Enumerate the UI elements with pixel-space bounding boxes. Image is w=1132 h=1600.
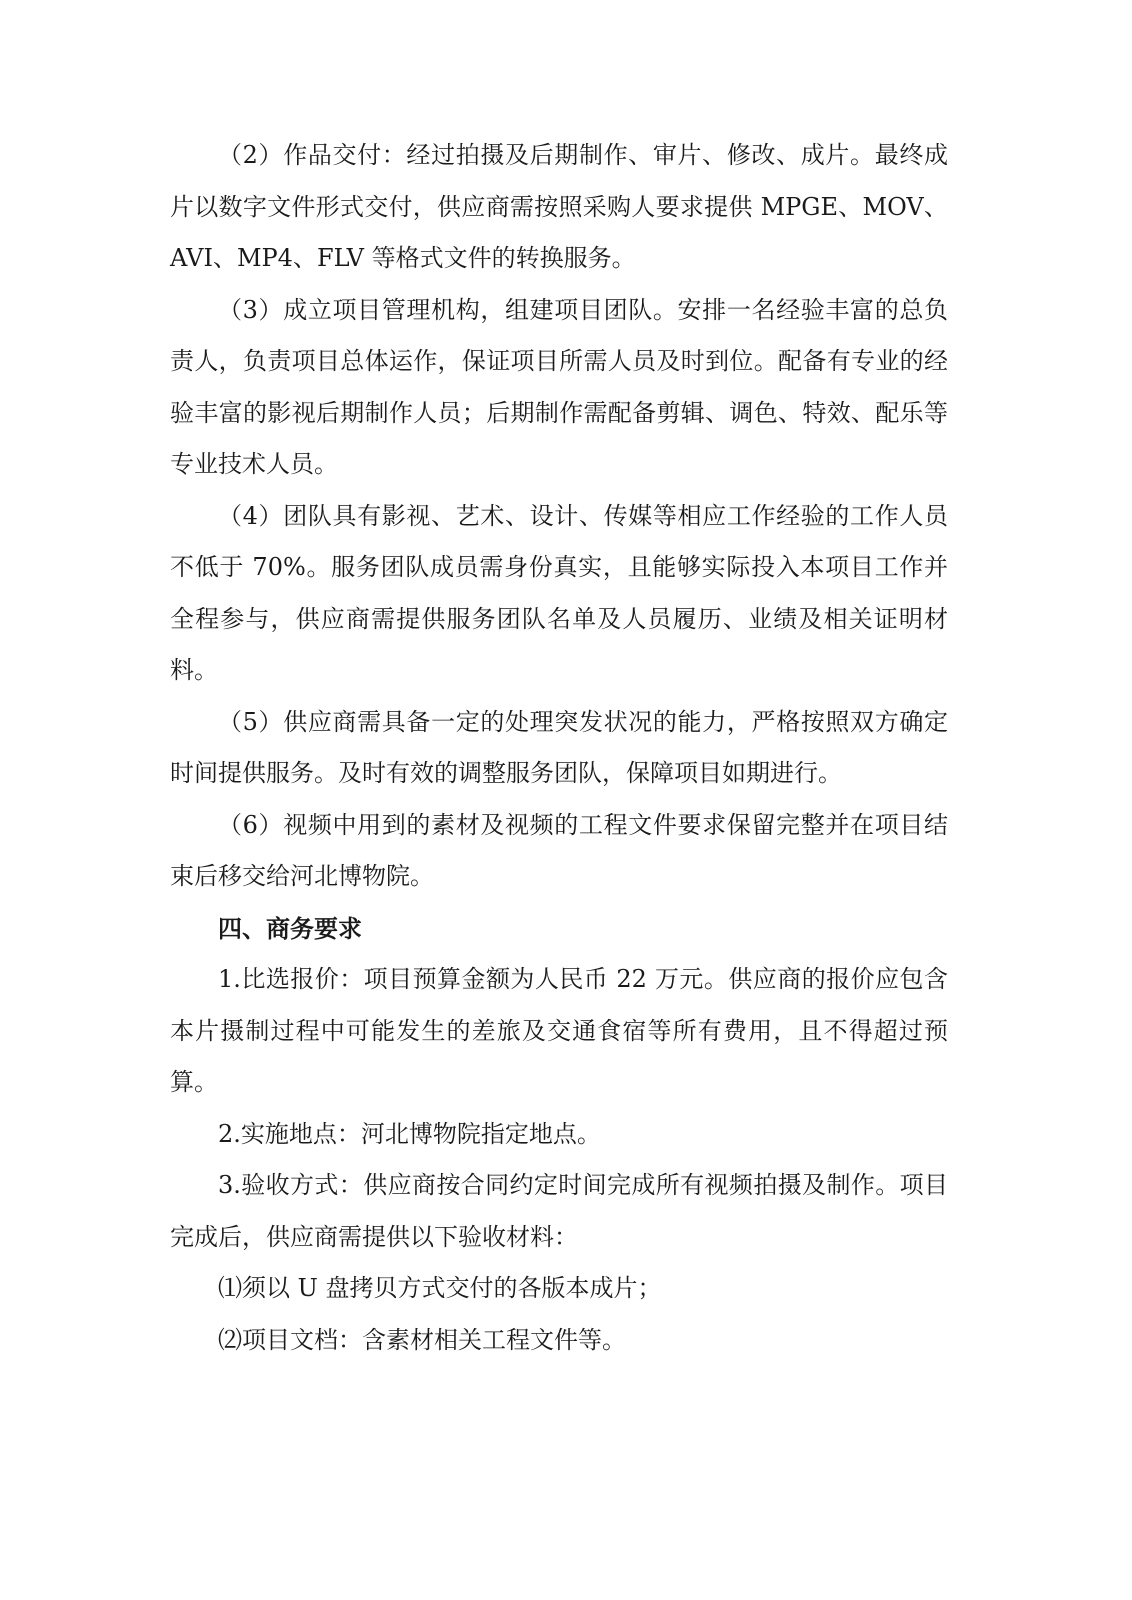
paragraph-deliverables: （2）作品交付：经过拍摄及后期制作、审片、修改、成片。最终成片以数字文件形式交付，供应商需按照采购人要求提供 MPGE、MOV、AVI、MP4、FLV 等格式文件的转换服务。 (170, 141, 948, 272)
paragraph-quotation: 1.比选报价：项目预算金额为人民币 22 万元。供应商的报价应包含本片摄制过程中可能发生的差旅及交通食宿等所有费用，且不得超过预算。 (170, 965, 948, 1096)
paragraph-project-team: （3）成立项目管理机构，组建项目团队。安排一名经验丰富的总负责人，负责项目总体运作，保证项目所需人员及时到位。配备有专业的经验丰富的影视后期制作人员；后期制作需配备剪辑、调色、特效、配乐等专业技术人员。 (170, 295, 948, 478)
paragraph-acceptance-item-2: ⑵项目文档：含素材相关工程文件等。 (218, 1325, 626, 1354)
document-page (170, 130, 948, 1366)
paragraph-project-files: （6）视频中用到的素材及视频的工程文件要求保留完整并在项目结束后移交给河北博物院。 (170, 810, 948, 890)
paragraph-location: 2.实施地点：河北博物院指定地点。 (218, 1119, 601, 1148)
paragraph-acceptance-item-1: ⑴须以 U 盘拷贝方式交付的各版本成片； (218, 1274, 662, 1302)
paragraph-acceptance: 3.验收方式：供应商按合同约定时间完成所有视频拍摄及制作。项目完成后，供应商需提供以下验收材料： (170, 1171, 948, 1251)
paragraph-emergency-handling: （5）供应商需具备一定的处理突发状况的能力，严格按照双方确定时间提供服务。及时有效的调整服务团队，保障项目如期进行。 (170, 707, 948, 787)
section-heading-business-requirements: 四、商务要求 (218, 913, 362, 943)
paragraph-team-qualification: （4）团队具有影视、艺术、设计、传媒等相应工作经验的工作人员不低于 70%。服务团队成员需身份真实，且能够实际投入本项目工作并全程参与，供应商需提供服务团队名单及人员履历、业绩及相关证明材料。 (170, 501, 948, 684)
